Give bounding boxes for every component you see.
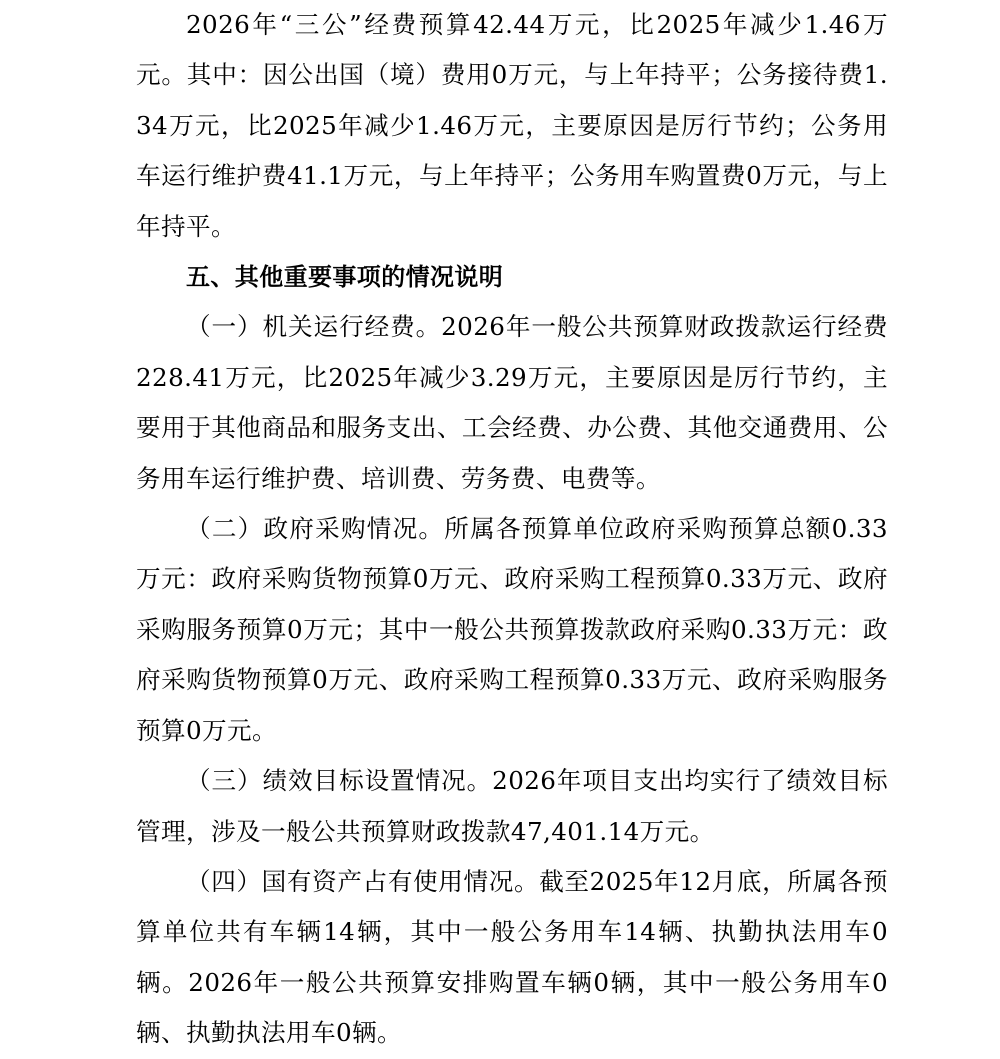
item-body-operating-expenses: 2026年一般公共预算财政拨款运行经费228.41万元，比2025年减少3.29万元，主要原因是厉行节约，主要用于其他商品和服务支出、工会经费、办公费、其他交通费用、公务用车运行维护费、培训费、劳务费、电费等。 [136, 312, 888, 493]
item-lead-government-procurement: （二）政府采购情况。 [186, 514, 445, 544]
item-government-procurement [136, 504, 888, 756]
item-body-government-procurement: 所属各预算单位政府采购预算总额0.33万元：政府采购货物预算0万元、政府采购工程预算0.33万元、政府采购服务预算0万元；其中一般公共预算拨款政府采购0.33万元：政府采购货物预算0万元、政府采购工程预算0.33万元、政府采购服务预算0万元。 [136, 514, 888, 745]
three-public-expenses-paragraph: 2026年“三公”经费预算42.44万元，比2025年减少1.46万元。其中：因公出国（境）费用0万元，与上年持平；公务接待费1.34万元，比2025年减少1.46万元，主要原因是厉行节约；公务用车运行维护费41.1万元，与上年持平；公务用车购置费0万元，与上年持平。 [136, 10, 888, 241]
item-performance-targets [136, 756, 888, 857]
section-heading-other-matters: 五、其他重要事项的情况说明 [186, 263, 504, 292]
item-state-assets [136, 857, 888, 1059]
item-lead-operating-expenses: （一）机关运行经费。 [186, 312, 442, 342]
item-lead-performance-targets: （三）绩效目标设置情况。 [186, 766, 493, 796]
item-lead-state-assets: （四）国有资产占有使用情况。 [186, 866, 540, 896]
document-body [136, 0, 888, 1059]
item-operating-expenses [136, 302, 888, 504]
item-body-performance-targets: 2026年项目支出均实行了绩效目标管理，涉及一般公共预算财政拨款47,401.14万元。 [136, 766, 889, 846]
item-body-state-assets: 截至2025年12月底，所属各预算单位共有车辆14辆，其中一般公务用车14辆、执勤执法用车0辆。2026年一般公共预算安排购置车辆0辆，其中一般公务用车0辆、执勤执法用车0辆。 [136, 866, 888, 1048]
